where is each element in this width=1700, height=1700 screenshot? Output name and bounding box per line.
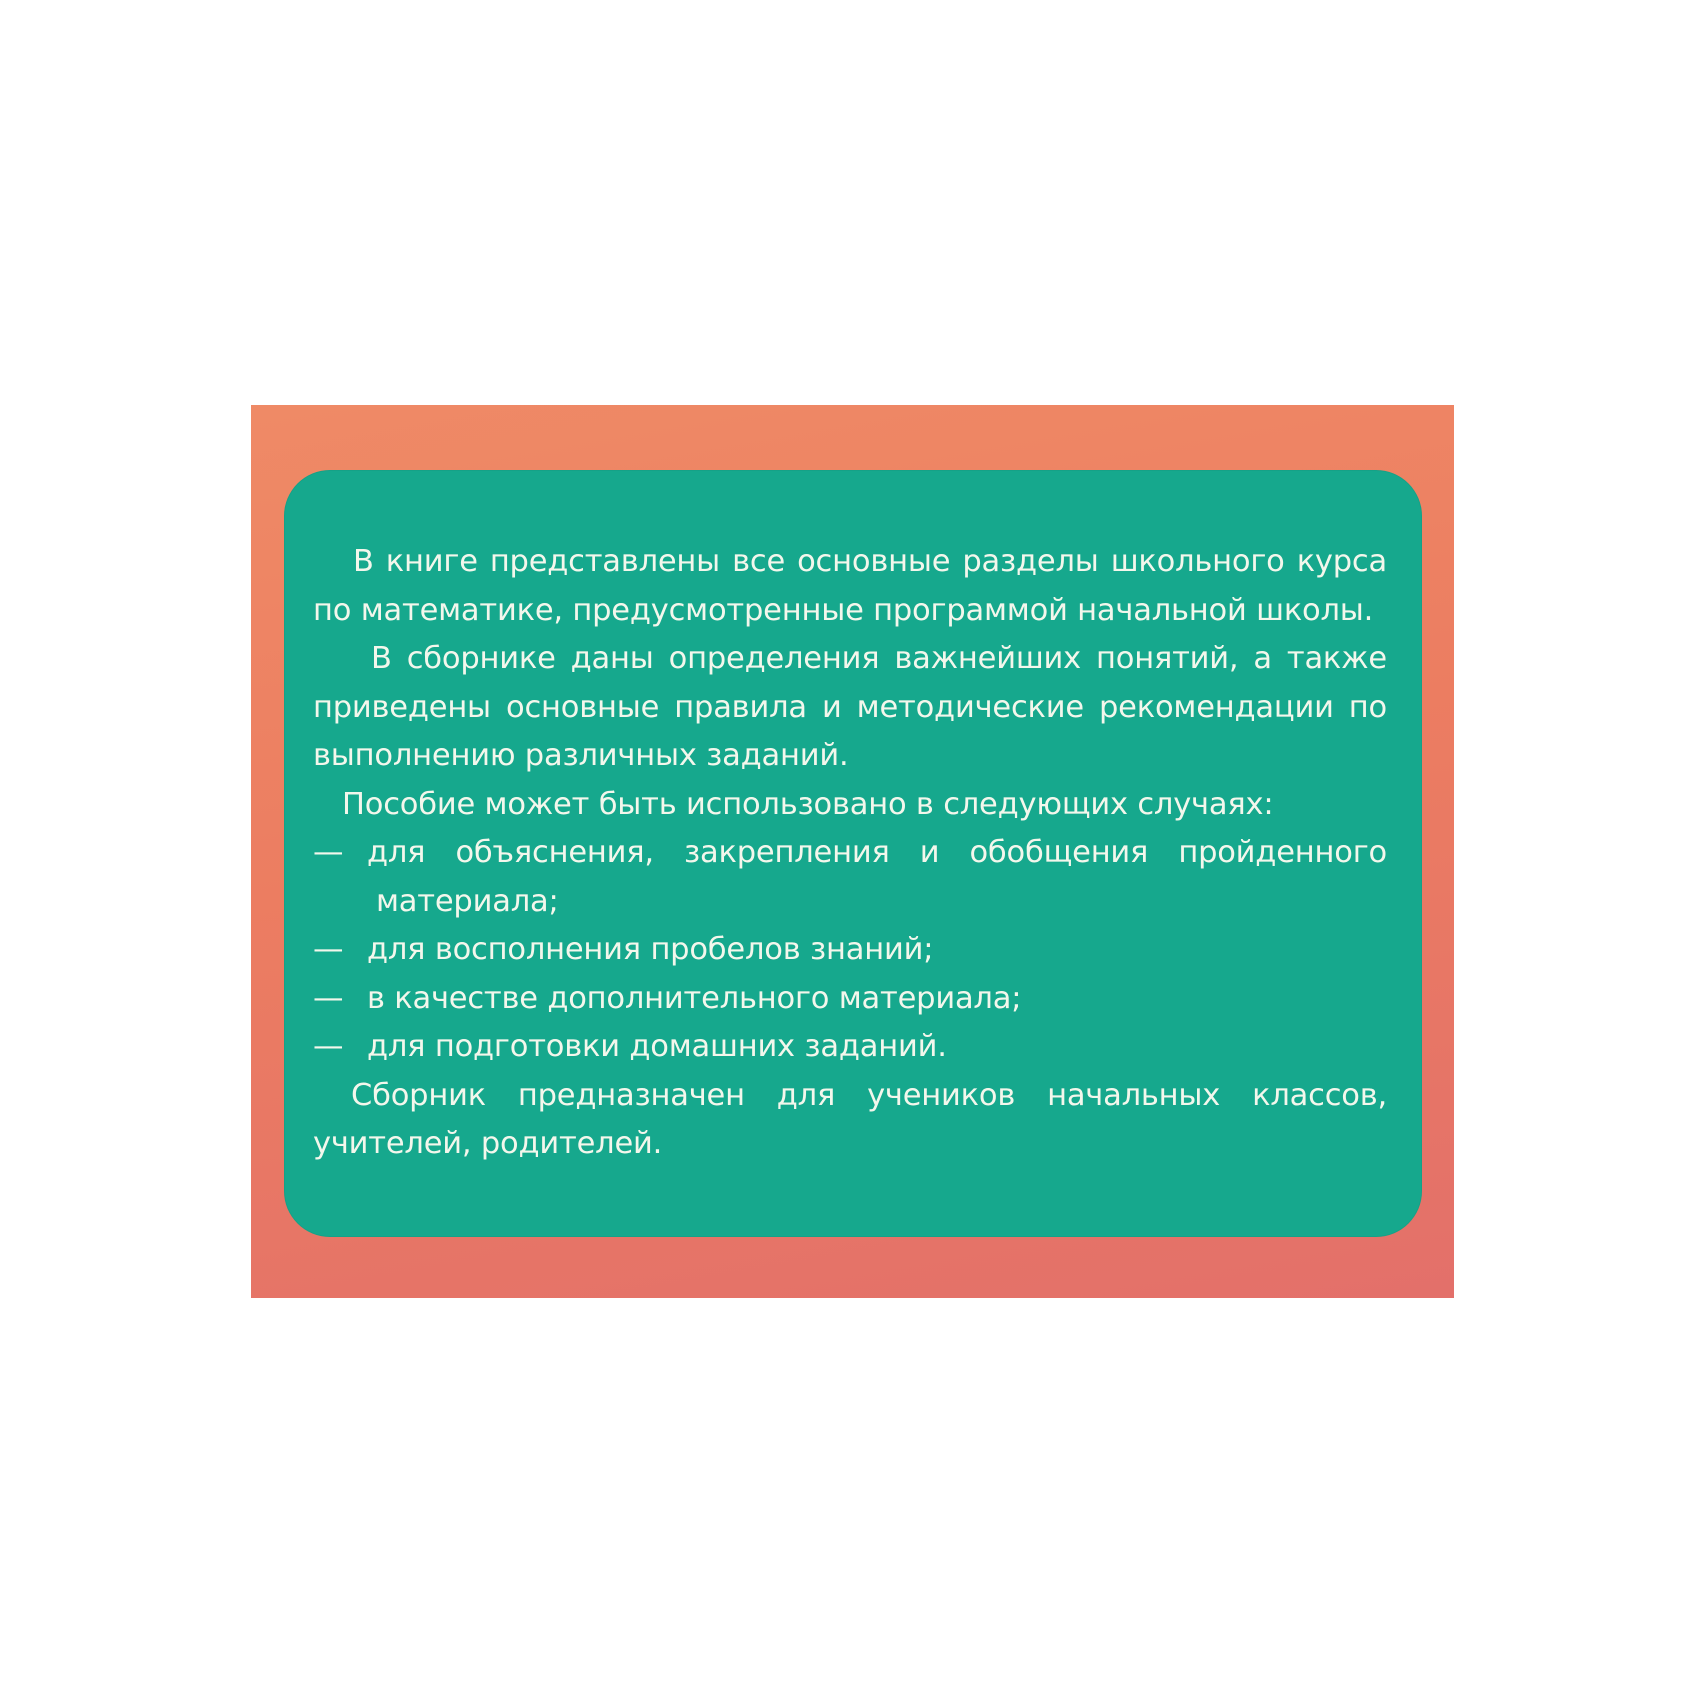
bullet-dash: — bbox=[313, 980, 344, 1016]
list-item bbox=[313, 829, 1387, 926]
bullet-dash: — bbox=[313, 835, 344, 870]
list-item-text: для восполнения пробелов знаний; bbox=[367, 932, 934, 967]
list-item bbox=[313, 975, 1387, 1024]
list-item bbox=[313, 1023, 1387, 1072]
paragraph-audience: Сборник предназначен для учеников начальных классов, учителей, родителей. bbox=[313, 1077, 1387, 1161]
bullet-dash: — bbox=[313, 932, 344, 967]
paragraph-usage-intro: Пособие может быть использовано в следующих случаях: bbox=[342, 786, 1274, 822]
paragraph-definitions: В сборнике даны определения важнейших понятий, а также приведены основные правила и методические рекомендации по выполнению различных заданий. bbox=[313, 641, 1387, 773]
list-item-text-continued: материала; bbox=[376, 883, 559, 919]
description-text bbox=[313, 538, 1387, 1169]
book-back-cover bbox=[251, 405, 1454, 1298]
list-item-text: для подготовки домашних заданий. bbox=[367, 1029, 947, 1064]
paragraph-sections: В книге представлены все основные разделы школьного курса по математике, предусмотренные программой начальной школы. bbox=[313, 544, 1387, 628]
bullet-dash: — bbox=[313, 1029, 344, 1064]
description-panel bbox=[284, 470, 1422, 1237]
list-item bbox=[313, 926, 1387, 975]
list-item-text: для объяснения, закрепления и обобщения пройденного bbox=[367, 835, 1387, 870]
list-item-text: в качестве дополнительного материала; bbox=[367, 980, 1022, 1016]
